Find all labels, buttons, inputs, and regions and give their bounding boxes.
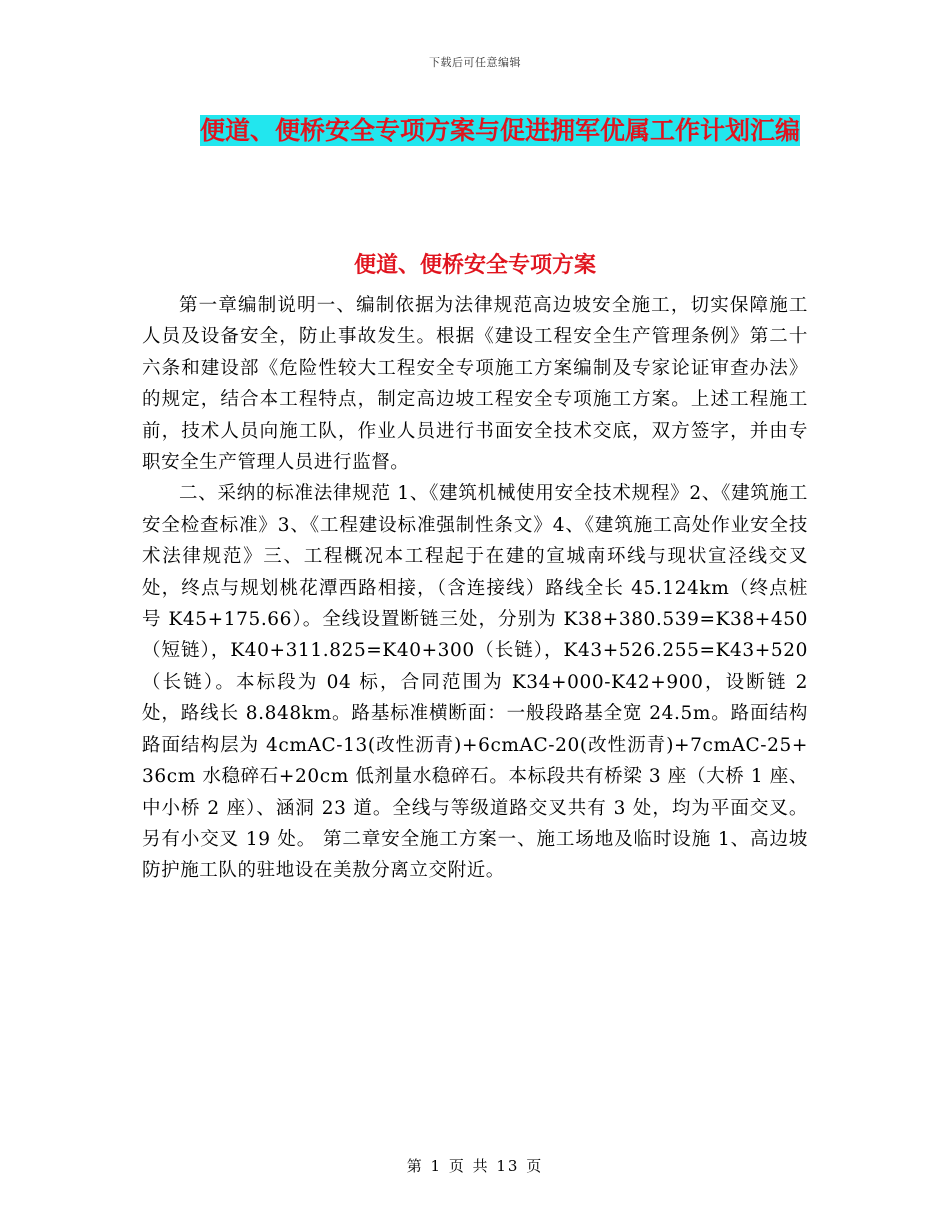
body-paragraph: 第一章编制说明一、编制依据为法律规范高边坡安全施工，切实保障施工人员及设备安全，防止事故发生。根据《建设工程安全生产管理条例》第二十六条和建设部《危险性较大工程安全专项施工方案编制及专家论证审查办法》的规定，结合本工程特点，制定高边坡工程安全专项施工方案。上述工程施工前，技术人员向施工队，作业人员进行书面安全技术交底，双方签字，并由专职安全生产管理人员进行监督。 (142, 295, 808, 474)
header-note: 下载后可任意编辑 (429, 56, 521, 69)
body-paragraph: 二、采纳的标准法律规范 1、《建筑机械使用安全技术规程》2、《建筑施工安全检查标准》3、《工程建设标准强制性条文》4、《建筑施工高处作业安全技术法律规范》三、工程概况本工程起于在建的宣城南环线与现状宣泾线交叉处，终点与规划桃花潭西路相接，（含连接线）路线全长 45.124km（终点桩号 K45+175.66）。全线设置断链三处，分别为 K38+380.539=K38+450（短链），K40+311.825=K40+300（长链），K43+526.255=K43+520（长链）。本标段为 04 标，合同范围为 K34+000-K42+900，设断链 2 处，路线长 8.848km。路基标准横断面：一般段路基全宽 24.5m。路面结构路面结构层为 4cmAC-13(改性沥青)+6cmAC-20(改性沥青)+7cmAC-25+36cm 水稳碎石+20cm 低剂量水稳碎石。本标段共有桥梁 3 座（大桥 1 座、中小桥 2 座）、涵洞 23 道。全线与等级道路交叉共有 3 处，均为平面交叉。另有小交叉 19 处。 第二章安全施工方案一、施工场地及临时设施 1、高边坡防护施工队的驻地设在美敖分离立交附近。 (142, 483, 808, 882)
section-title: 便道、便桥安全专项方案 (353, 253, 596, 278)
document-main-title (190, 112, 810, 150)
main-title-text: 便道、便桥安全专项方案与促进拥军优属工作计划汇编 (199, 116, 800, 145)
page-number-footer: 第 1 页 共 13 页 (406, 1157, 544, 1175)
document-body (142, 290, 808, 887)
